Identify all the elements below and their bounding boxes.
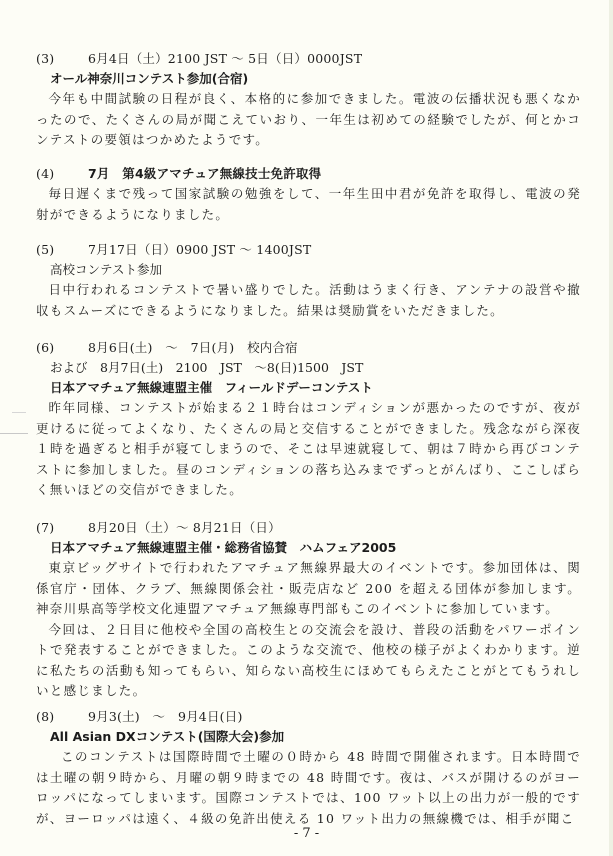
scan-mark <box>0 433 28 434</box>
paragraph: 東京ビッグサイトで行われたアマチュア無線界最大のイベントです。参加団体は、関係官庁・団体、クラブ、無線関係会社・販売店など 200 を超える団体が参加します。神奈川県高等学校文化連盟アマチュア無線専門部もこのイベントに参加しています。 <box>36 560 581 616</box>
section-number: (7) <box>36 520 55 535</box>
paragraph: 昨年同様、コンテストが始まる２１時台はコンディションが悪かったのですが、夜が更けるに従ってよくなり、たくさんの局と交信することができました。残念ながら深夜１時を過ぎると相手が寝てしまうので、そこは早速就寝して、朝は７時から再びコンテストに参加しました。昼のコンディションの落ち込みまでずっとがんばり、ここしばらく無いほどの交信ができました。 <box>36 400 581 497</box>
section-date-2: および 8月7日(土) 2100 JST 〜8(日)1500 JST <box>50 360 364 375</box>
scan-mark <box>12 412 26 413</box>
section-number: (3) <box>36 51 55 66</box>
section-body <box>36 184 581 225</box>
section-date: 8月6日(土) 〜 7日(月) 校内合宿 <box>88 340 298 355</box>
paragraph: 今年も中間試験の日程が良く、本格的に参加できました。電波の伝播状況も悪くなかったので、たくさんの局が聞こえていおり、一年生は初めての経験でしたが、何とかコンテストの要領はつかめたようです。 <box>36 91 581 147</box>
section-header <box>36 49 581 69</box>
paragraph: 今回は、２日目に他校や全国の高校生との交流会を設け、普段の活動をパワーポイントで発表することができました。このような交流で、他校の様子がよくわかります。逆に私たちの活動も知ってもらい、知らない高校生にほめてもらえたことがとてもうれしいと感じました。 <box>36 621 581 698</box>
section-date: 9月3(土) 〜 9月4日(日) <box>88 709 243 724</box>
section-body <box>36 747 581 829</box>
section-title: 7月 第4級アマチュア無線技士免許取得 <box>88 166 322 181</box>
section-date: 6月4日（土）2100 JST 〜 5日（日）0000JST <box>88 51 363 66</box>
page-number: - 7 - <box>293 826 320 841</box>
paragraph: 毎日遅くまで残って国家試験の勉強をして、一年生田中君が免許を取得し、電波の発射ができるようになりました。 <box>36 186 581 222</box>
section-subtitle: 高校コンテスト参加 <box>50 262 163 277</box>
paragraph: このコンテストは国際時間で土曜の０時から 48 時間で開催されます。日本時間では土曜の朝９時から、月曜の朝９時までの 48 時間です。夜は、バスが開けるのがヨーロッパになってしまいます。国際コンテストでは、100 ワット以上の出力が一般的ですが、ヨーロッパは遠く、４級の免許出使える 10 ワット出力の無線機では、相手が聞こ <box>36 749 581 826</box>
section-title: 日本アマチュア無線連盟主催・総務省協賛 ハムフェア2005 <box>50 540 397 555</box>
section-title: オール神奈川コンテスト参加(合宿) <box>50 71 249 86</box>
section-7 <box>36 518 581 702</box>
section-8 <box>36 707 581 829</box>
section-body <box>36 558 581 702</box>
section-header <box>36 164 581 184</box>
section-header <box>36 338 581 358</box>
section-4 <box>36 164 581 225</box>
section-body <box>36 89 581 151</box>
section-title: All Asian DXコンテスト(国際大会)参加 <box>50 729 285 744</box>
section-5 <box>36 240 581 321</box>
section-title: 日本アマチュア無線連盟主催 フィールドデーコンテスト <box>50 380 373 395</box>
section-number: (8) <box>36 709 55 724</box>
section-header <box>36 240 581 260</box>
section-header <box>36 518 581 538</box>
section-6 <box>36 338 581 501</box>
section-body <box>36 398 581 501</box>
section-body <box>36 280 581 321</box>
section-number: (6) <box>36 340 55 355</box>
section-date: 8月20日（土）〜 8月21日（日） <box>88 520 281 535</box>
page-edge <box>609 0 613 856</box>
section-date: 7月17日（日）0900 JST 〜 1400JST <box>88 242 312 257</box>
section-number: (5) <box>36 242 55 257</box>
section-number: (4) <box>36 166 55 181</box>
section-3 <box>36 49 581 151</box>
paragraph: 日中行われるコンテストで暑い盛りでした。活動はうまく行き、アンテナの設営や撤収もスムーズにできるようになりました。結果は奨励賞をいただきました。 <box>36 282 581 318</box>
section-header <box>36 707 581 727</box>
